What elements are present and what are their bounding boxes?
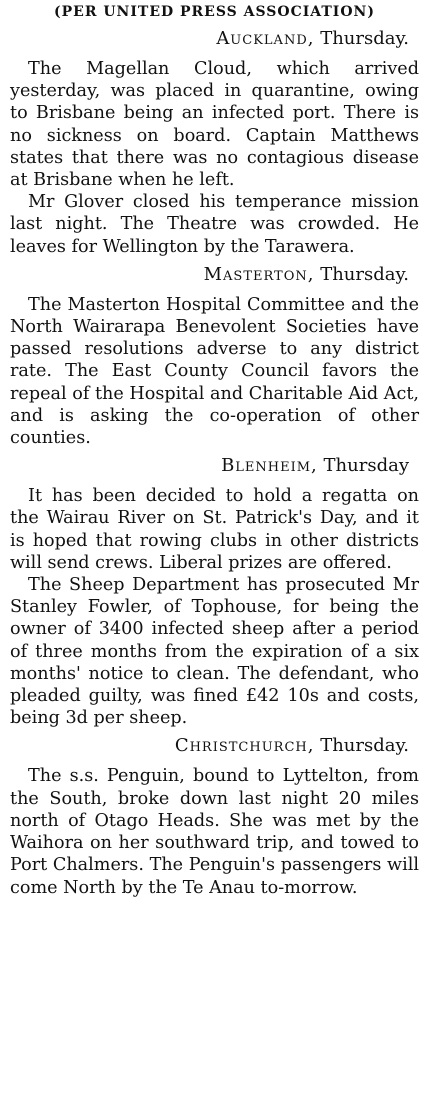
- dateline: [10, 733, 409, 759]
- news-paragraph: The Magellan Cloud, which arrived yesterday, was placed in quarantine, owing to Brisbane being an infected port. There is no sickness on board. Captain Matthews states that there was no contagious disease at Brisbane when he left.: [10, 59, 419, 191]
- dateline: [10, 26, 409, 52]
- news-paragraph: The s.s. Penguin, bound to Lyttelton, from the South, broke down last night 20 miles north of Otago Heads. She was met by the Waihora on her southward trip, and towed to Port Chalmers. The Penguin's passengers will come North by the Te Anau to-morrow.: [10, 766, 419, 898]
- dateline-day: Thursday.: [320, 263, 409, 285]
- dateline-place: Blenheim,: [221, 455, 318, 477]
- news-paragraph: It has been decided to hold a regatta on the Wairau River on St. Patrick's Day, and it is hoped that rowing clubs in other districts will send crews. Liberal prizes are offered.: [10, 486, 419, 573]
- agency-header: (PER UNITED PRESS ASSOCIATION): [54, 4, 375, 20]
- news-paragraph: Mr Glover closed his temperance mission last night. The Theatre was crowded. He leaves for Wellington by the Tarawera.: [10, 192, 419, 257]
- dateline-day: Thursday: [323, 455, 409, 477]
- dateline-day: Thursday.: [320, 735, 409, 757]
- news-paragraph: The Masterton Hospital Committee and the North Wairarapa Benevolent Societies have passed resolutions adverse to any district rate. The East County Council favors the repeal of the Hospital and Charitable Aid Act, and is asking the co-operation of other counties.: [10, 294, 419, 449]
- news-section-masterton: [10, 262, 419, 449]
- news-paragraph: The Sheep Department has prosecuted Mr Stanley Fowler, of Tophouse, for being the owner of 3400 infected sheep after a period of three months from the expiration of a six months' notice to clean. The defendant, who pleaded guilty, was fined £42 10s and costs, being 3d per sheep.: [10, 575, 419, 729]
- news-section-blenheim: [10, 453, 419, 729]
- news-section-auckland: [10, 26, 419, 258]
- dateline: [10, 262, 409, 288]
- dateline-day: Thursday.: [320, 28, 409, 49]
- dateline-place: Auckland,: [216, 28, 315, 49]
- dateline-place: Christchurch,: [174, 735, 315, 757]
- dateline-place: Masterton,: [203, 263, 315, 285]
- dateline: [10, 453, 409, 479]
- news-section-christchurch: [10, 733, 419, 898]
